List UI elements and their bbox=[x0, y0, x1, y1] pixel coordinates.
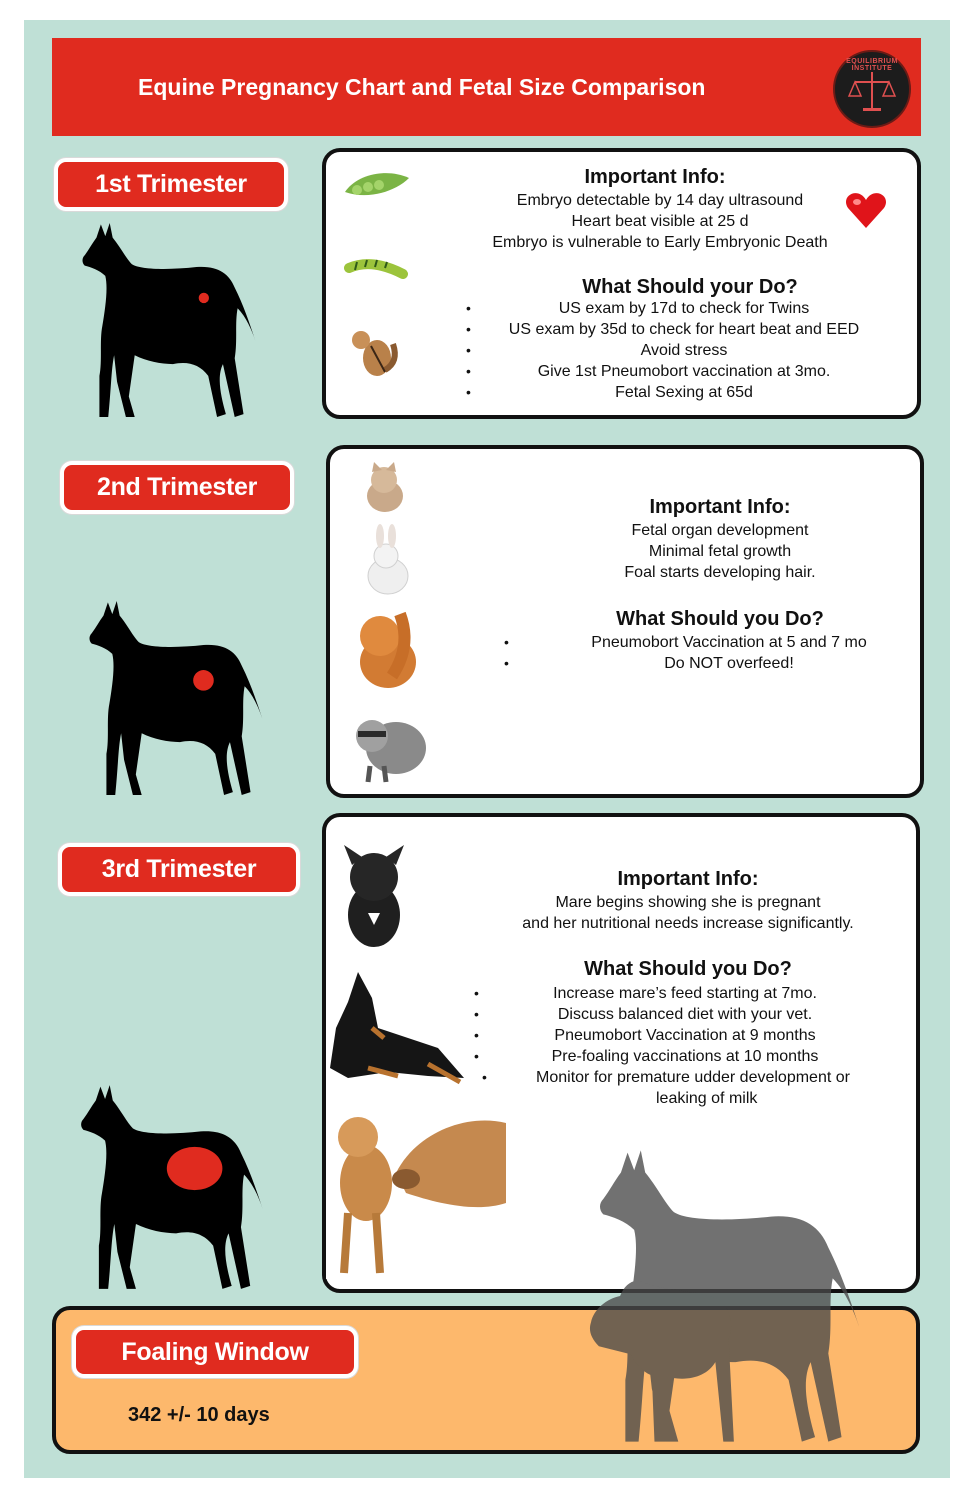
info-line: Embryo is vulnerable to Early Embryonic Death bbox=[492, 234, 828, 251]
trimester1-todo-heading: What Should your Do? bbox=[582, 276, 798, 298]
header-banner bbox=[52, 38, 921, 136]
list-item: • Do NOT overfeed! bbox=[504, 653, 954, 674]
trimester2-info-lines bbox=[560, 520, 880, 583]
trimester3-info-lines bbox=[478, 892, 898, 934]
french-bulldog-icon bbox=[338, 845, 410, 951]
trimester3-todo-heading: What Should you Do? bbox=[584, 958, 792, 980]
mare-and-foal-icon bbox=[508, 1146, 928, 1446]
trimester1-info-lines bbox=[440, 190, 880, 253]
kitten-icon bbox=[362, 462, 408, 514]
foaling-days: 342 +/- 10 days bbox=[128, 1404, 270, 1426]
trimester3-label: 3rd Trimester bbox=[58, 843, 300, 896]
info-line: Fetal organ development bbox=[631, 522, 809, 539]
trimester2-info-heading: Important Info: bbox=[649, 496, 791, 518]
list-item: • Pneumobort Vaccination at 5 and 7 mo bbox=[504, 632, 954, 653]
info-line: Mare begins showing she is pregnant bbox=[555, 894, 821, 911]
list-item: • Pneumobort Vaccination at 9 months bbox=[474, 1025, 896, 1046]
caterpillar-icon bbox=[347, 258, 407, 284]
trimester3-info-heading: Important Info: bbox=[617, 868, 759, 890]
horse-silhouette-icon bbox=[56, 220, 284, 420]
persian-cat-icon bbox=[352, 606, 418, 692]
list-item: • Avoid stress bbox=[466, 340, 902, 361]
info-line: Minimal fetal growth bbox=[648, 543, 792, 560]
chipmunk-icon bbox=[347, 322, 399, 380]
scales-icon bbox=[835, 52, 909, 126]
trimester2-todo-heading: What Should you Do? bbox=[616, 608, 824, 630]
list-item: • US exam by 17d to check for Twins bbox=[466, 298, 902, 319]
list-item-text: leaking of milk bbox=[656, 1090, 758, 1107]
page-title: Equine Pregnancy Chart and Fetal Size Comparison bbox=[138, 74, 706, 100]
info-line: Heart beat visible at 25 d bbox=[571, 213, 749, 230]
info-line: and her nutritional needs increase significantly. bbox=[522, 915, 854, 932]
foaling-window-label: Foaling Window bbox=[72, 1326, 358, 1378]
rabbit-icon bbox=[362, 526, 412, 598]
list-item: • Monitor for premature udder development or bbox=[482, 1067, 904, 1088]
list-item: • Discuss balanced diet with your vet. bbox=[474, 1004, 896, 1025]
doberman-icon bbox=[328, 968, 468, 1094]
list-item: • US exam by 35d to check for heart beat and EED bbox=[466, 319, 902, 340]
horse-silhouette-icon bbox=[60, 598, 294, 798]
trimester1-info-heading: Important Info: bbox=[584, 166, 726, 188]
info-line: Embryo detectable by 14 day ultrasound bbox=[516, 192, 804, 209]
list-item: • Give 1st Pneumobort vaccination at 3mo. bbox=[466, 361, 902, 382]
equilibrium-institute-seal bbox=[833, 50, 911, 128]
pea-pod-icon bbox=[343, 166, 413, 206]
horse-silhouette-icon bbox=[56, 1082, 290, 1292]
trimester2-label: 2nd Trimester bbox=[60, 461, 294, 514]
info-line: Foal starts developing hair. bbox=[624, 564, 816, 581]
calf-and-cow-icon bbox=[326, 1103, 506, 1279]
trimester3-todo-list bbox=[474, 983, 948, 1109]
seal-text: EQUILIBRIUM INSTITUTE bbox=[846, 58, 898, 72]
list-item-continued bbox=[474, 1088, 972, 1109]
list-item: • Pre-foaling vaccinations at 10 months bbox=[474, 1046, 896, 1067]
list-item: • Increase mare’s feed starting at 7mo. bbox=[474, 983, 896, 1004]
trimester2-todo-list bbox=[504, 632, 954, 674]
trimester1-todo-list bbox=[466, 298, 902, 403]
raccoon-icon bbox=[346, 704, 430, 782]
trimester1-label: 1st Trimester bbox=[54, 158, 288, 211]
list-item: • Fetal Sexing at 65d bbox=[466, 382, 902, 403]
